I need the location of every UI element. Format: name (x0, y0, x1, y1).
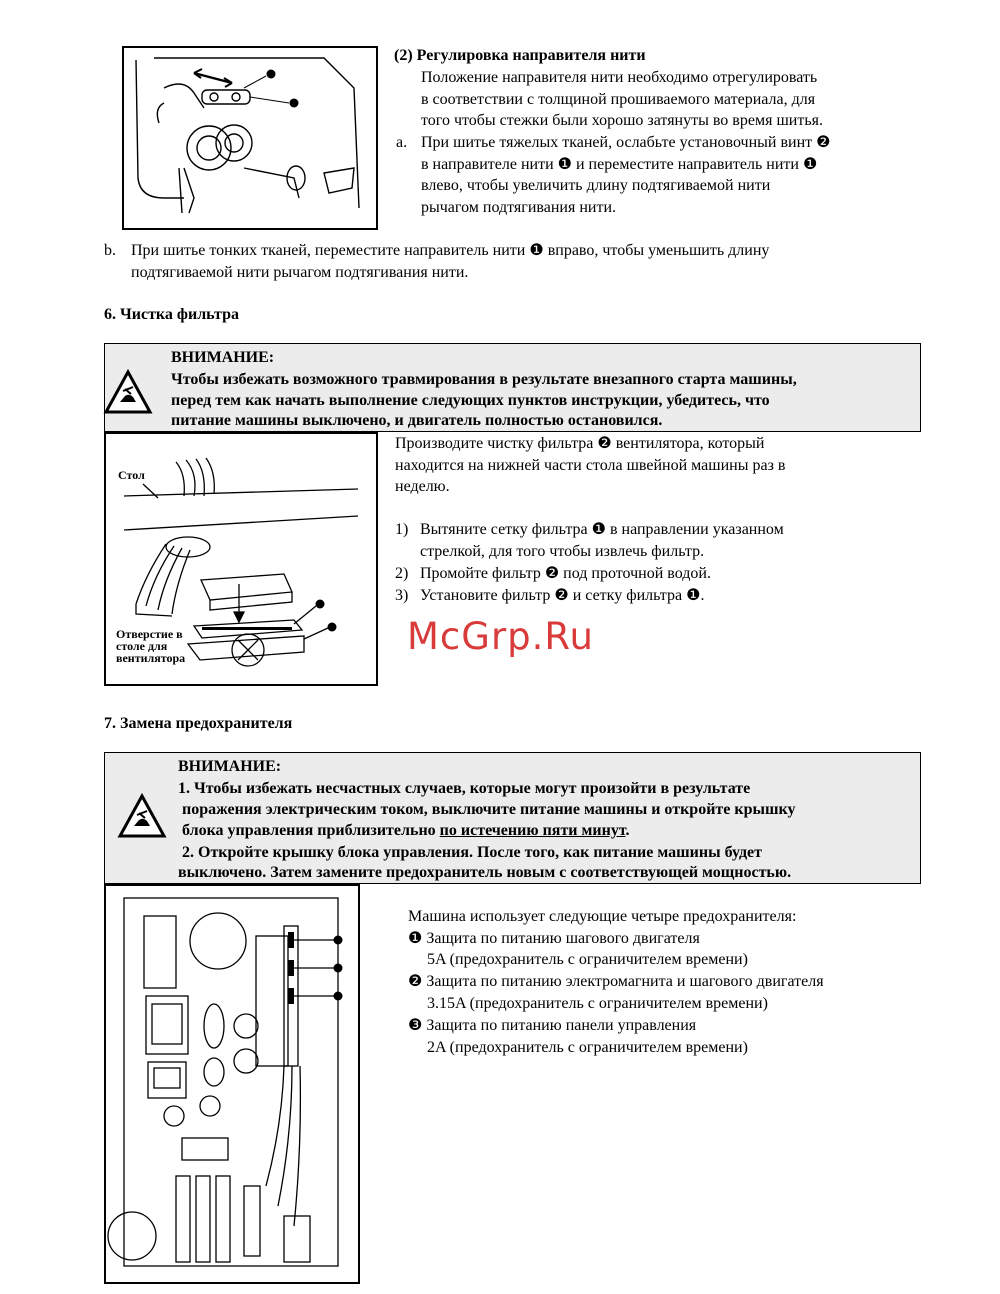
fuse-warning-title: ВНИМАНИЕ: (178, 758, 282, 775)
filter-intro-line-3: неделю. (395, 478, 450, 495)
filter-warning-title: ВНИМАНИЕ: (171, 349, 275, 366)
filter-heading: 6. Чистка фильтра (104, 306, 239, 323)
item-b-line-1: При шитье тонких тканей, переместите направитель нити ❶ вправо, чтобы уменьшить длину (131, 242, 770, 259)
item-b-marker: b. (104, 242, 116, 259)
filter-intro-line-1: Производите чистку фильтра ❷ вентилятора, который (395, 435, 765, 452)
control-board-illustration (106, 886, 358, 1282)
fig-label-hole-2: столе для (116, 639, 168, 653)
filter-step-3-num: 3) (395, 587, 409, 604)
filter-step-2-line-1: Промойте фильтр ❷ под проточной водой. (420, 565, 711, 582)
fuse-warning-line-5: выключено. Затем замените предохранитель новым с соответствующей мощностью. (178, 864, 792, 881)
fuse-warning-line-3-start: блока управления приблизительно (178, 822, 440, 839)
fuse-3-title: ❸ Защита по питанию панели управления (408, 1017, 697, 1034)
thread-guide-title: (2) Регулировка направителя нити (394, 47, 646, 64)
fuse-warning-line-3-end: . (625, 822, 630, 839)
filter-figure (104, 432, 378, 686)
fuse-1-rating: 5A (предохранитель с ограничителем времени) (427, 951, 748, 968)
fuse-2-title: ❷ Защита по питанию электромагнита и шагового двигателя (408, 973, 824, 990)
watermark: McGrp.Ru (407, 615, 594, 658)
filter-intro-line-2: находится на нижней части стола швейной машины раз в (395, 457, 786, 474)
fuse-warning-underlined: по истечению пяти минут (439, 822, 626, 839)
item-a-line-2: в направителе нити ❶ и переместите направитель нити ❶ (421, 156, 818, 173)
fuse-warning-line-3 (178, 820, 630, 842)
filter-step-1-num: 1) (395, 521, 409, 538)
filter-warning-box (104, 343, 921, 432)
control-board-figure (104, 884, 360, 1284)
filter-warning-line-3: питание машины выключено, и двигатель полностью остановился. (171, 412, 663, 429)
item-a-line-4: рычагом подтягивания нити. (421, 199, 616, 216)
item-a-line-3: влево, чтобы увеличить длину подтягиваемой нити (421, 177, 771, 194)
thread-guide-figure (122, 46, 378, 230)
filter-step-3-line-1: Установите фильтр ❷ и сетку фильтра ❶. (420, 587, 705, 604)
fuse-intro: Машина использует следующие четыре предохранителя: (408, 908, 797, 925)
fig-label-hole-1: Отверстие в (116, 627, 183, 641)
filter-warning-line-1: Чтобы избежать возможного травмирования в результате внезапного старта машины, (171, 371, 797, 388)
fuse-1-title: ❶ Защита по питанию шагового двигателя (408, 930, 700, 947)
thread-guide-line-2: в соответствии с толщиной прошиваемого материала, для (421, 91, 816, 108)
filter-warning-line-2: перед тем как начать выполнение следующих пунктов инструкции, убедитесь, что (171, 392, 770, 409)
fuse-warning-box (104, 752, 921, 884)
fig-label-table: Стол (118, 468, 145, 482)
item-a-marker: a. (396, 134, 408, 151)
fuse-3-rating: 2A (предохранитель с ограничителем времени) (427, 1039, 748, 1056)
thread-guide-line-1: Положение направителя нити необходимо отрегулировать (421, 69, 818, 86)
filter-step-2-num: 2) (395, 565, 409, 582)
item-a-line-1: При шитье тяжелых тканей, ослабьте установочный винт ❷ (421, 134, 831, 151)
fuse-warning-line-4: 2. Откройте крышку блока управления. После того, как питание машины будет (178, 844, 763, 861)
fig-label-hole-3: вентилятора (116, 651, 186, 665)
thread-guide-illustration (124, 48, 376, 228)
thread-guide-line-3: того чтобы стежки были хорошо затянуты во время шитья. (421, 112, 823, 129)
fuse-2-rating: 3.15A (предохранитель с ограничителем времени) (427, 995, 768, 1012)
fuse-warning-line-1: 1. Чтобы избежать несчастных случаев, которые могут произойти в результате (178, 780, 751, 797)
item-b-line-2: подтягиваемой нити рычагом подтягивания нити. (131, 264, 469, 281)
filter-step-1-line-1: Вытяните сетку фильтра ❶ в направлении указанном (420, 521, 784, 538)
fuse-warning-line-2: поражения электрическим током, выключите питание машины и откройте крышку (178, 801, 796, 818)
filter-step-1-line-2: стрелкой, для того чтобы извлечь фильтр. (420, 543, 705, 560)
warning-triangle-icon (117, 793, 167, 839)
fuse-heading: 7. Замена предохранителя (104, 715, 293, 732)
warning-triangle-icon (103, 369, 153, 415)
